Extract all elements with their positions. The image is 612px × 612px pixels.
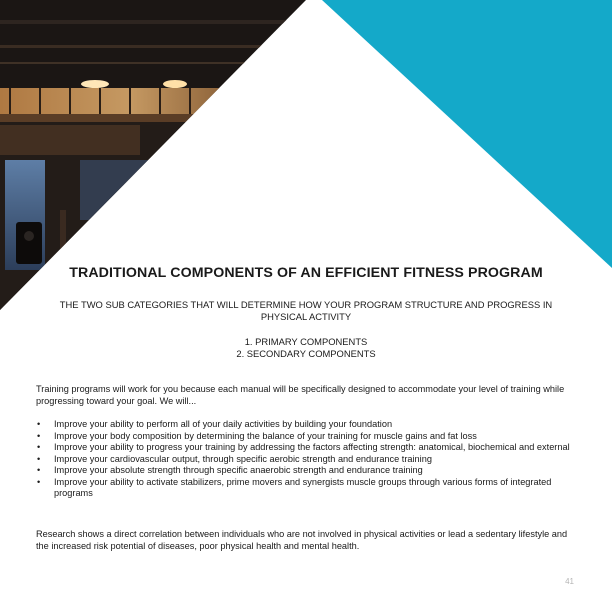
list-item-text: Improve your absolute strength through specific anaerobic strength and endurance training	[54, 465, 423, 475]
component-secondary: 2. SECONDARY COMPONENTS	[236, 348, 376, 359]
list-item-text: Improve your ability to progress your training by addressing the factors affecting strength: anatomical, biochemical and external	[54, 442, 570, 452]
closing-paragraph: Research shows a direct correlation between individuals who are not involved in physical activities or lead a sedentary lifestyle and the increased risk potential of diseases, poor physical health and mental health.	[36, 529, 568, 551]
bullet-icon: •	[37, 453, 41, 464]
intro-paragraph: Training programs will work for you because each manual will be specifically designed to accommodate your level of training while progressing toward your goal. We will...	[36, 384, 565, 406]
list-item-text: Improve your ability to perform all of your daily activities by building your foundation	[54, 419, 393, 429]
list-item	[36, 454, 571, 466]
goals-list	[36, 419, 571, 500]
list-item	[36, 419, 571, 431]
list-item	[36, 465, 571, 477]
page-title: TRADITIONAL COMPONENTS OF AN EFFICIENT FITNESS PROGRAM	[69, 265, 543, 281]
bullet-icon: •	[37, 442, 41, 452]
list-item	[36, 431, 571, 443]
bullet-icon: •	[37, 430, 41, 441]
bullet-icon: •	[37, 476, 41, 487]
page-number: 41	[565, 577, 574, 586]
page-subtitle: THE TWO SUB CATEGORIES THAT WILL DETERMINE HOW YOUR PROGRAM STRUCTURE AND PROGRESS IN PHYSICAL ACTIVITY	[59, 299, 553, 322]
list-item-text: Improve your cardiovascular output, through specific aerobic strength and endurance training	[54, 453, 432, 464]
list-item-text: Improve your body composition by determining the balance of your training for muscle gains and fat loss	[54, 430, 477, 441]
list-item	[36, 442, 571, 454]
components-list	[0, 336, 612, 360]
bullet-icon: •	[37, 465, 41, 475]
list-item	[36, 477, 571, 500]
bullet-icon: •	[37, 419, 41, 429]
component-primary: 1. PRIMARY COMPONENTS	[244, 336, 368, 347]
list-item-text: Improve your ability to activate stabilizers, prime movers and synergists muscle groups through various forms of integrated programs	[54, 476, 552, 498]
